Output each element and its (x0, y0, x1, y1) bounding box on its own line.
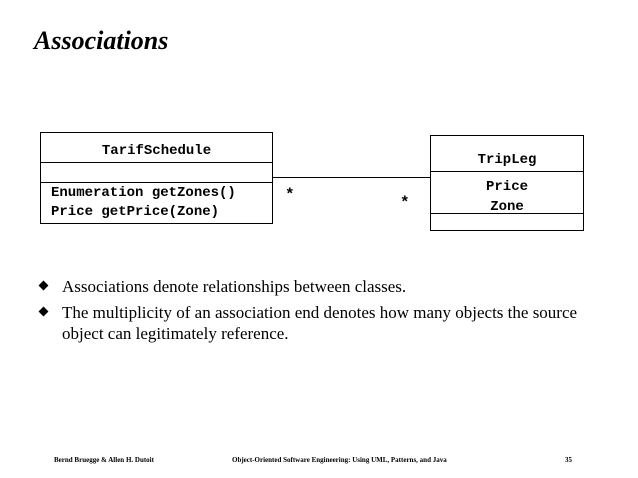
attribute-zone: Zone (490, 199, 524, 215)
bullet-text: Associations denote relationships between classes. (62, 277, 407, 296)
attribute-price: Price (485, 179, 528, 195)
left-multiplicity: * (285, 186, 295, 204)
class-name-compartment (431, 136, 583, 172)
attributes-compartment (431, 172, 583, 214)
footer-page-number: 35 (565, 456, 572, 464)
slide-title: Associations (34, 26, 169, 55)
association-line (273, 177, 430, 178)
operations-compartment (431, 214, 583, 230)
footer-authors: Bernd Bruegge & Allen H. Dutoit (54, 456, 154, 464)
class-box-tarifschedule (40, 132, 273, 224)
diamond-bullet-icon (39, 281, 49, 291)
operation-get-price: Price getPrice(Zone) (51, 204, 220, 220)
class-name-compartment (41, 133, 272, 163)
diamond-bullet-icon (39, 307, 49, 317)
operation-get-zones: Enumeration getZones() (51, 185, 236, 201)
footer-book-title: Object-Oriented Software Engineering: Using UML, Patterns, and Java (232, 456, 447, 464)
bullet-list (38, 276, 613, 349)
class-name-tripleg: TripLeg (477, 152, 537, 168)
bullet-item (38, 302, 613, 344)
operations-compartment (41, 183, 272, 223)
class-name-tarifschedule: TarifSchedule (101, 143, 212, 159)
bullet-item (38, 276, 613, 297)
class-box-tripleg (430, 135, 584, 231)
right-multiplicity: * (400, 194, 410, 212)
bullet-text: The multiplicity of an association end denotes how many objects the source object can legitimately reference. (62, 303, 578, 343)
attributes-compartment (41, 163, 272, 183)
